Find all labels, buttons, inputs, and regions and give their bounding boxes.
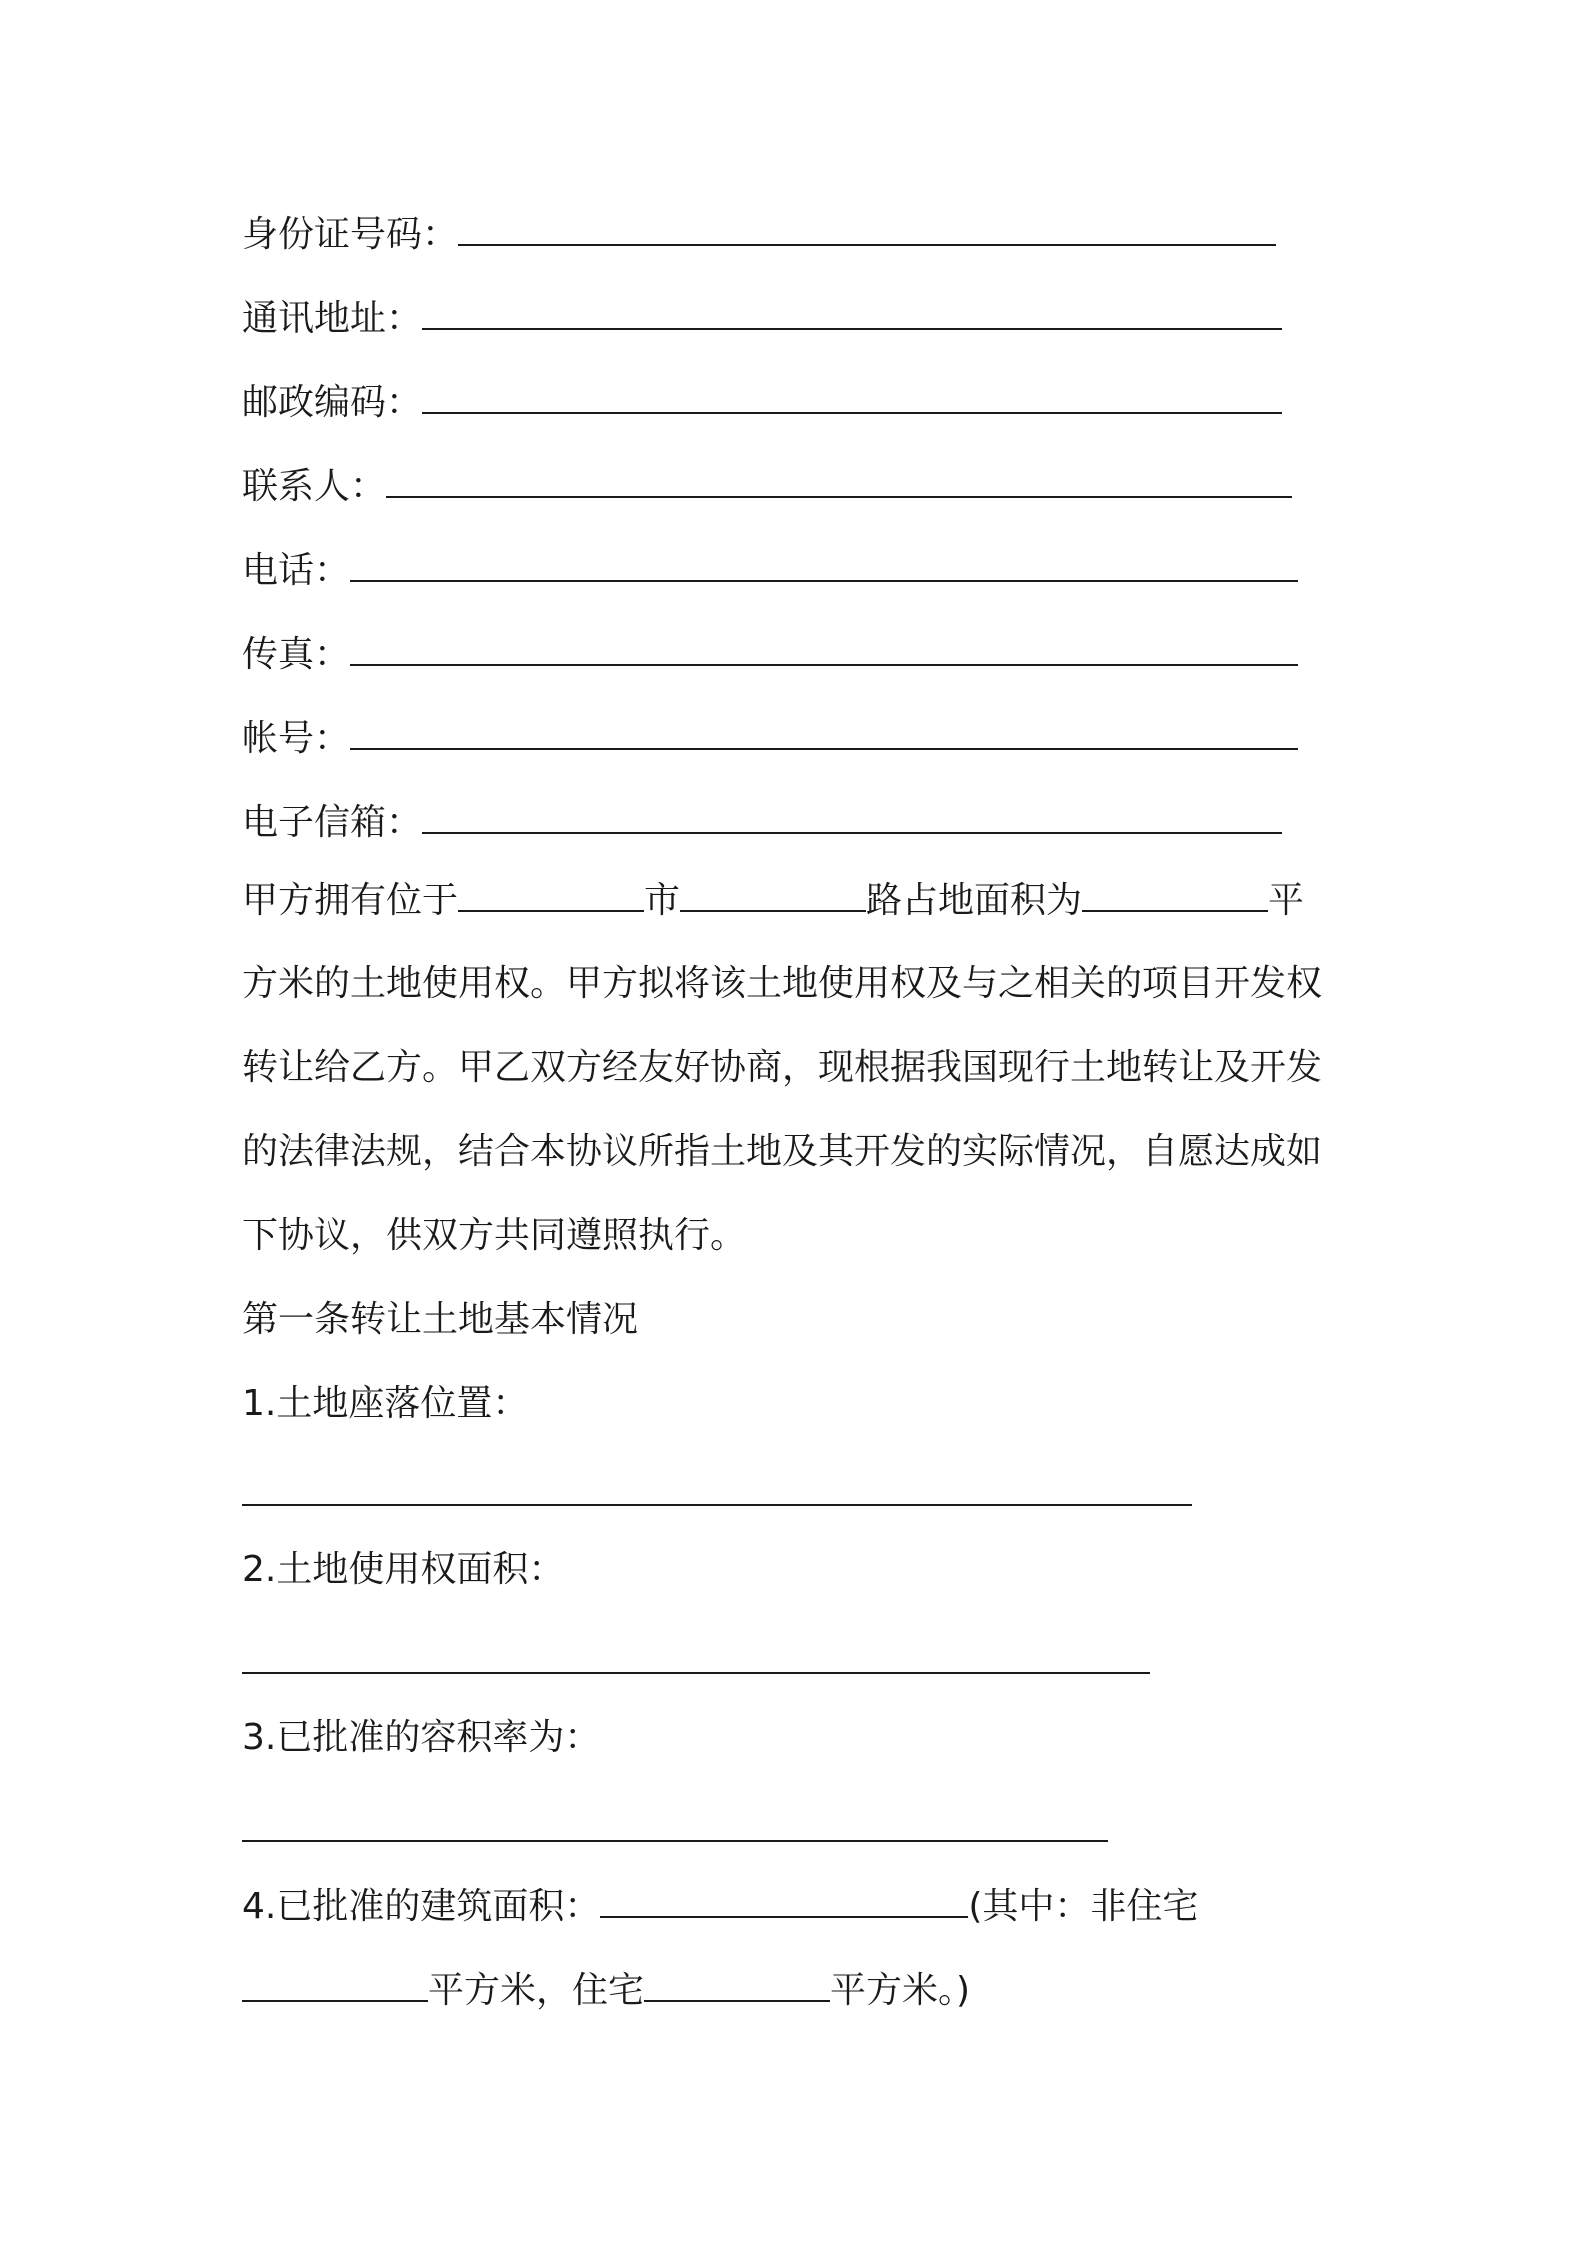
id-number-label: 身份证号码： [242,214,459,255]
id-number-row [242,212,1276,257]
intro-line-5: 下协议，供双方共同遵照执行。 [242,1215,747,1256]
item-3-label: 3.已批准的容积率为： [242,1717,601,1758]
area-blank[interactable] [1082,878,1268,912]
contact-blank[interactable] [386,464,1292,498]
email-row [242,800,1282,845]
item-4-residential-label: 平方米，住宅 [428,1970,645,2011]
phone-row [242,548,1298,593]
postcode-blank[interactable] [422,380,1282,414]
address-label: 通讯地址： [242,298,423,339]
email-blank[interactable] [422,800,1282,834]
non-residential-area-blank[interactable] [242,1968,428,2002]
item-4-row-2 [242,1968,970,2013]
article-1-title: 第一条转让土地基本情况 [242,1299,639,1340]
city-blank[interactable] [458,878,644,912]
phone-blank[interactable] [350,548,1298,582]
intro-line-1 [242,878,1304,923]
item-1-blank[interactable] [242,1504,1192,1506]
residential-area-blank[interactable] [644,1968,830,2002]
intro-text-c: 路占地面积为 [866,880,1083,921]
address-row [242,296,1282,341]
fax-blank[interactable] [350,632,1298,666]
item-4-row [242,1884,1198,1929]
account-blank[interactable] [350,716,1298,750]
phone-label: 电话： [242,550,351,591]
contact-row [242,464,1292,509]
contact-label: 联系人： [242,466,387,507]
account-row [242,716,1298,761]
intro-line-3: 转让给乙方。甲乙双方经友好协商，现根据我国现行土地转让及开发 [242,1047,1323,1088]
item-4-label: 4.已批准的建筑面积： [242,1886,601,1927]
postcode-row [242,380,1282,425]
intro-line-4: 的法律法规，结合本协议所指土地及其开发的实际情况，自愿达成如 [242,1131,1323,1172]
intro-text-b: 市 [644,880,681,921]
item-3-blank[interactable] [242,1840,1108,1842]
id-number-blank[interactable] [458,212,1276,246]
address-blank[interactable] [422,296,1282,330]
fax-row [242,632,1298,677]
road-blank[interactable] [680,878,866,912]
fax-label: 传真： [242,634,351,675]
intro-line-2: 方米的土地使用权。甲方拟将该土地使用权及与之相关的项目开发权 [242,963,1323,1004]
item-2-blank[interactable] [242,1672,1150,1674]
building-area-blank[interactable] [600,1884,968,1918]
item-2-label: 2.土地使用权面积： [242,1549,565,1590]
postcode-label: 邮政编码： [242,382,423,423]
item-4-unit-label: 平方米。) [830,1970,971,2011]
account-label: 帐号： [242,718,351,759]
intro-text-a: 甲方拥有位于 [242,880,459,921]
intro-text-d: 平 [1268,880,1305,921]
item-4-non-residential-label: (其中：非住宅 [968,1886,1199,1927]
item-1-label: 1.土地座落位置： [242,1383,529,1424]
email-label: 电子信箱： [242,802,423,843]
